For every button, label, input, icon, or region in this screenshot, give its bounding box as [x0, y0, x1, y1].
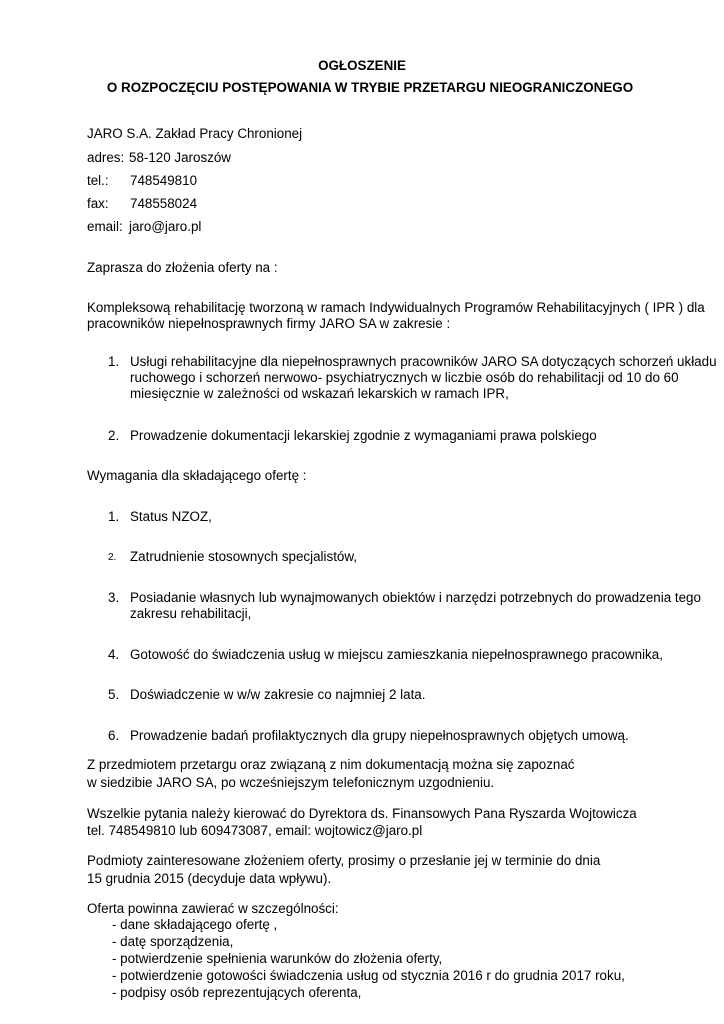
requirement-text: Doświadczenie w w/w zakresie co najmniej 2 lata. [130, 687, 426, 702]
requirement-item [108, 647, 720, 663]
offer-contents-item: - potwierdzenie spełnienia warunków do złożenia oferty, [112, 951, 443, 966]
requirement-text: Prowadzenie badań profilaktycznych dla grupy niepełnosprawnych objętych umową. [130, 728, 629, 743]
questions-paragraph-line-1: Wszelkie pytania należy kierować do Dyrektora ds. Finansowych Pana Ryszarda Wojtowicza [87, 806, 637, 821]
requirement-text: Posiadanie własnych lub wynajmowanych obiektów i narzędzi potrzebnych do prowadzenia tego zakresu rehabilitacji, [130, 590, 701, 621]
scope-item-text: Usługi rehabilitacyjne dla niepełnosprawnych pracowników JARO SA dotyczących schorzeń układu ruchowego i schorzeń nerwowo- psychiatrycznych w liczbie osób do rehabilitacji od 10 do 60 miesięcznie w zależności od wskazań lekarskich w ramach IPR, [130, 354, 717, 401]
address-line [87, 150, 231, 166]
document-subtitle: O ROZPOCZĘCIU POSTĘPOWANIA W TRYBIE PRZETARGU NIEOGRANICZONEGO [106, 80, 634, 95]
requirement-item [108, 687, 720, 703]
requirement-number: 2. [108, 552, 117, 563]
fax-label: fax: [87, 196, 109, 211]
address-label: adres: [87, 150, 125, 165]
address-value: 58-120 Jaroszów [129, 150, 231, 165]
scope-item-text: Prowadzenie dokumentacji lekarskiej zgodnie z wymaganiami prawa polskiego [130, 428, 597, 443]
tel-value: 748549810 [130, 173, 198, 188]
invitation-text: Zaprasza do złożenia oferty na : [87, 260, 278, 275]
requirement-item [108, 728, 720, 744]
requirement-text: Status NZOZ, [130, 509, 212, 524]
requirement-text: Zatrudnienie stosownych specjalistów, [130, 549, 358, 564]
requirement-number: 3. [108, 590, 120, 605]
questions-paragraph-line-2: tel. 748549810 lub 609473087, email: wojtowicz@jaro.pl [87, 823, 423, 838]
offer-contents-intro: Oferta powinna zawierać w szczególności: [87, 901, 339, 916]
email-value: jaro@jaro.pl [129, 219, 202, 234]
requirement-text: Gotowość do świadczenia usług w miejscu zamieszkania niepełnosprawnego pracownika, [130, 647, 663, 662]
requirement-item [108, 549, 720, 565]
scope-item [108, 428, 720, 444]
offer-contents-item: - podpisy osób reprezentujących oferenta, [112, 985, 362, 1000]
requirement-item [108, 509, 720, 525]
fax-line [87, 196, 197, 212]
deadline-paragraph-line-2: 15 grudnia 2015 (decyduje data wpływu). [87, 871, 332, 886]
offer-contents-item: - datę sporządzenia, [112, 934, 234, 949]
deadline-paragraph-line-1: Podmioty zainteresowane złożeniem oferty, prosimy o przesłanie jej w terminie do dnia [87, 853, 601, 868]
requirement-item [108, 590, 720, 622]
scope-item-number: 1. [108, 354, 120, 369]
offer-contents-item: - potwierdzenie gotowości świadczenia usług od stycznia 2016 r do grudnia 2017 roku, [112, 968, 625, 983]
requirement-number: 5. [108, 687, 120, 702]
email-line [87, 219, 201, 235]
scope-item-number: 2. [108, 428, 120, 443]
documentation-paragraph-line-2: w siedzibie JARO SA, po wcześniejszym telefonicznym uzgodnieniu. [87, 775, 495, 790]
documentation-paragraph-line-1: Z przedmiotem przetargu oraz związaną z nim dokumentacją można się zapoznać [87, 757, 575, 772]
scope-intro: Kompleksową rehabilitację tworzoną w ramach Indywidualnych Programów Rehabilitacyjnych ( IPR ) dla pracowników niepełnosprawnych firmy JARO SA w zakresie : [87, 300, 705, 331]
tel-line [87, 173, 197, 189]
fax-value: 748558024 [130, 196, 198, 211]
scope-item [108, 354, 720, 402]
requirement-number: 4. [108, 647, 120, 662]
requirement-number: 1. [108, 509, 120, 524]
offer-contents-item: - dane składającego ofertę , [112, 917, 278, 932]
email-label: email: [87, 219, 123, 234]
requirements-intro: Wymagania dla składającego ofertę : [87, 468, 307, 483]
tel-label: tel.: [87, 173, 109, 188]
document-title: OGŁOSZENIE [318, 58, 406, 73]
requirement-number: 6. [108, 728, 120, 743]
company-name: JARO S.A. Zakład Pracy Chronionej [87, 126, 303, 141]
